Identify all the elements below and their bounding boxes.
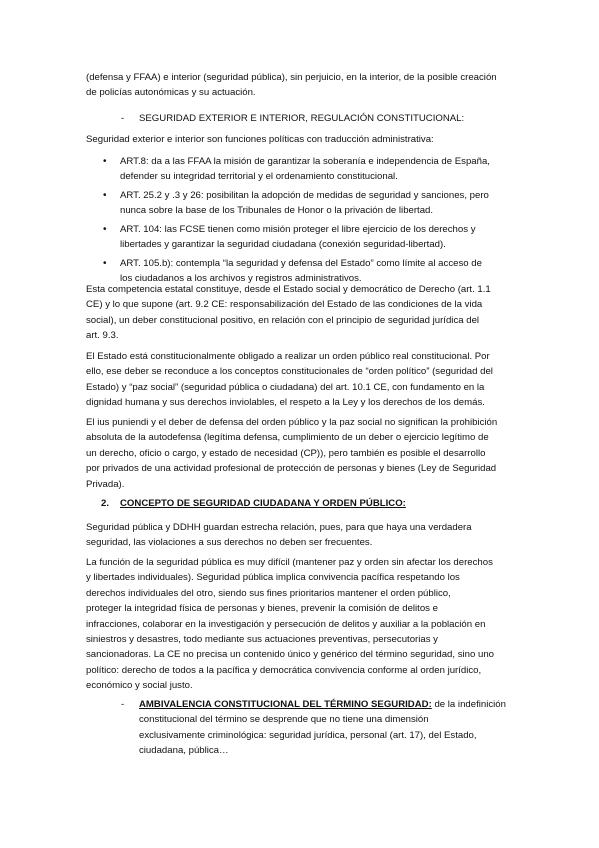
- bullet-icon: •: [103, 156, 107, 167]
- list-item: [103, 154, 514, 185]
- text-line: sancionadoras. La CE no precisa un contenido único y genérico del término seguridad, sino uno: [86, 649, 494, 661]
- text-line: político: derecho de todos a la pacífica y democrática convivencia conforme al orden jurídico,: [86, 664, 482, 676]
- section-number: 2.: [101, 498, 110, 509]
- ius-puniendi-paragraph: [86, 415, 514, 492]
- text-line: y libertades individuales). Seguridad pública implica convivencia pacífica respetando los: [86, 572, 460, 584]
- text-line: ART. 25.2 y .3 y 26: posibilitan la adopción de medidas de seguridad y sanciones, pero: [120, 190, 489, 201]
- text-line: El ius puniendi y el deber de defensa del orden público y la paz social no significan la prohibición: [86, 417, 498, 428]
- text-line: absoluta de la autodefensa (legítima defensa, cumplimiento de un deber o ejercicio legítimo de: [86, 432, 489, 444]
- text-line: social), un deber constitucional positivo, en relación con el principio de seguridad jurídica del: [86, 314, 480, 326]
- text-line: CE) y lo que supone (art. 9.2 CE: responsabilización del Estado de las condiciones de la vida: [86, 299, 483, 311]
- ddhh-paragraph: [86, 520, 514, 551]
- section-heading-text: CONCEPTO DE SEGURIDAD CIUDADANA Y ORDEN PÚBLICO:: [120, 498, 406, 509]
- text-line: los ciudadanos a los archivos y registros administrativos.: [120, 273, 362, 285]
- bullet-icon: •: [103, 224, 107, 235]
- text-line: exclusivamente criminológica: seguridad jurídica, personal (art. 17), del Estado,: [139, 729, 477, 741]
- text-line: dignidad humana y sus derechos inviolables, el respeto a la Ley y los derechos de los demás.: [86, 397, 485, 409]
- text-line: La función de la seguridad pública es muy difícil (mantener paz y orden sin afectar los derechos: [86, 557, 493, 568]
- text-line: [139, 697, 514, 712]
- ambivalencia-title: AMBIVALENCIA CONSTITUCIONAL DEL TÉRMINO SEGURIDAD:: [139, 699, 432, 710]
- text-line: art. 9.3.: [86, 330, 119, 342]
- text-line: constitucional del término se desprende que no tiene una dimensión: [139, 714, 429, 726]
- text-line: derechos individuales del otro, siendo sus fines prioritarios mantener el orden público,: [86, 587, 451, 599]
- text-line: Estado) y “paz social” (seguridad pública o ciudadana) del art. 10.1 CE, con fundamento en la: [86, 381, 485, 393]
- text-line: El Estado está constitucionalmente obligado a realizar un orden público real constitucional. Por: [86, 351, 490, 362]
- bullet-icon: •: [103, 190, 107, 201]
- ambivalencia-first-line-rest: de la indefinición: [431, 699, 506, 710]
- text-line: por privados de una actividad profesional de protección de personas y bienes (Ley de Seguridad: [86, 463, 497, 475]
- text-line: Esta competencia estatal constituye, desde el Estado social y democrático de Derecho (art. 1.1: [86, 284, 491, 295]
- text-line: ART. 104: las FCSE tienen como misión proteger el libre ejercicio de los derechos y: [120, 224, 476, 235]
- dash-marker: -: [121, 113, 125, 124]
- intro-paragraph: [86, 70, 514, 101]
- functions-paragraph: [86, 132, 514, 147]
- bullet-icon: •: [103, 258, 107, 269]
- text-line: proteger la integridad física de personas y bienes, prevenir la comisión de delitos e: [86, 603, 438, 615]
- text-line: de policías autonómicas y su actuación.: [86, 87, 256, 99]
- text-line: económico y social justo.: [86, 680, 193, 692]
- section-heading-concepto-seguridad: [101, 496, 406, 511]
- text-line: Privada).: [86, 478, 125, 490]
- text-line: defender su integridad territorial y el ordenamiento constitucional.: [120, 171, 398, 183]
- text-line: ciudadana, pública…: [139, 745, 229, 757]
- text-line: Seguridad exterior e interior son funciones políticas con traducción administrativa:: [86, 134, 434, 145]
- text-line: nunca sobre la base de los Tribunales de Honor o la privación de libertad.: [120, 205, 434, 217]
- funcion-seguridad-paragraph: [86, 555, 514, 694]
- text-line: Seguridad pública y DDHH guardan estrecha relación, pues, para que haya una verdadera: [86, 522, 472, 533]
- article-bullet-list: [103, 154, 514, 290]
- text-line: siniestros y desastres, todo mediante sus actuaciones preventivas, persecutorias y: [86, 634, 438, 646]
- text-line: ART. 105.b): contempla “la seguridad y defensa del Estado” como límite al acceso de: [120, 258, 482, 269]
- text-line: (defensa y FFAA) e interior (seguridad pública), sin perjuicio, en la interior, de la posible creación: [86, 72, 497, 83]
- text-line: seguridad, las violaciones a sus derechos no deben ser frecuentes.: [86, 537, 373, 549]
- dash-marker: -: [121, 699, 125, 710]
- text-line: infracciones, colaborar en la investigación y persecución de delitos y auxiliar a la población en: [86, 618, 486, 630]
- list-item: [103, 222, 514, 253]
- text-line: ART.8: da a las FFAA la misión de garantizar la soberanía e independencia de España,: [120, 156, 490, 167]
- list-item: [103, 188, 514, 219]
- text-line: un derecho, oficio o cargo, y estado de necesidad (CP)), pero también es posible el desarrollo: [86, 447, 486, 459]
- estado-paragraph: [86, 349, 514, 411]
- text-line: ello, ese deber se reconduce a los conceptos constitucionales de “orden político” (seguridad del: [86, 366, 493, 378]
- section-heading-text: SEGURIDAD EXTERIOR E INTERIOR, REGULACIÓN CONSTITUCIONAL:: [139, 113, 465, 124]
- text-line: libertades y garantizar la seguridad ciudadana (conexión seguridad-libertad).: [120, 239, 446, 251]
- competencia-paragraph: [86, 282, 514, 344]
